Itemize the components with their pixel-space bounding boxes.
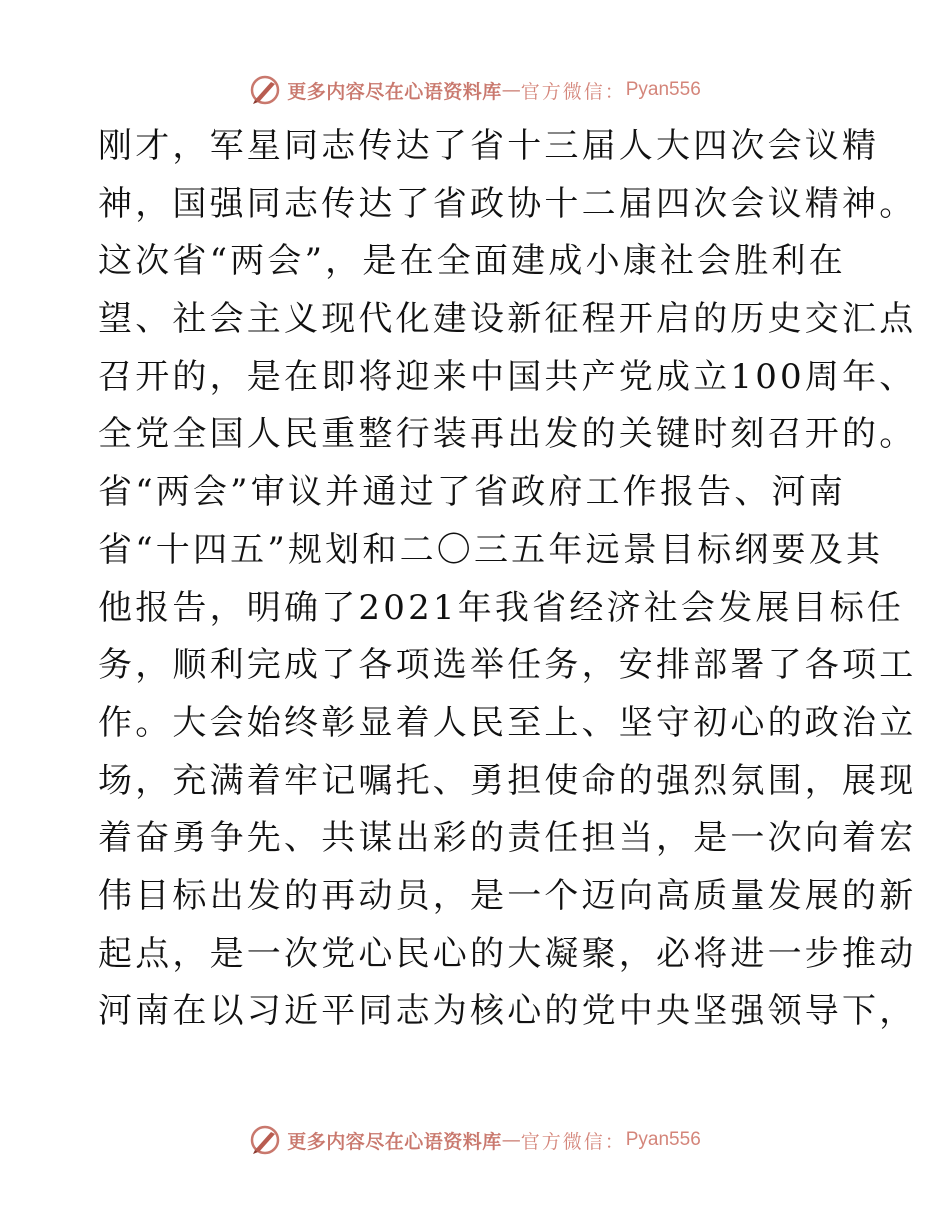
pen-logo-icon xyxy=(249,1124,281,1156)
text-line: 着奋勇争先、共谋出彩的责任担当，是一次向着宏 xyxy=(98,818,917,859)
pen-logo-icon xyxy=(249,74,281,106)
text-line: 河南在以习近平同志为核心的党中央坚强领导下， xyxy=(98,991,917,1032)
watermark-wechat-label: 官方微信： xyxy=(520,1130,626,1153)
text-line: 省“两会”审议并通过了省政府工作报告、河南 xyxy=(98,472,846,513)
text-line: 务，顺利完成了各项选举任务，安排部署了各项工 xyxy=(98,645,917,686)
text-line: 他报告，明确了2021年我省经济社会发展目标任 xyxy=(98,587,905,628)
watermark-dash: — xyxy=(501,79,521,101)
watermark-wechat-id: Pyan556 xyxy=(625,1129,701,1150)
text-line: 望、社会主义现代化建设新征程开启的历史交汇点 xyxy=(98,299,917,340)
text-line: 场，充满着牢记嘱托、勇担使命的强烈氛围，展现 xyxy=(98,760,917,801)
footer-watermark xyxy=(0,1120,950,1160)
watermark-wechat-id: Pyan556 xyxy=(625,79,701,100)
text-line: 全党全国人民重整行装再出发的关键时刻召开的。 xyxy=(98,414,917,455)
watermark-wechat-label: 官方微信： xyxy=(520,80,626,103)
watermark-dash: — xyxy=(501,1129,521,1151)
text-line: 神，国强同志传达了省政协十二届四次会议精神。 xyxy=(98,183,917,224)
text-line: 刚才，军星同志传达了省十三届人大四次会议精 xyxy=(98,126,880,166)
text-line: 起点，是一次党心民心的大凝聚，必将进一步推动 xyxy=(98,933,917,974)
text-line: 召开的，是在即将迎来中国共产党成立100周年、 xyxy=(98,356,917,397)
text-line: 作。大会始终彰显着人民至上、坚守初心的政治立 xyxy=(98,702,917,743)
text-line: 这次省“两会”，是在全面建成小康社会胜利在 xyxy=(98,241,846,282)
watermark-main-text: 更多内容尽在心语资料库 xyxy=(287,80,502,103)
header-watermark xyxy=(0,70,950,110)
body-paragraph xyxy=(98,118,917,1041)
text-line: 省“十四五”规划和二〇三五年远景目标纲要及其 xyxy=(98,529,884,570)
text-line: 伟目标出发的再动员，是一个迈向高质量发展的新 xyxy=(98,875,917,916)
watermark-main-text: 更多内容尽在心语资料库 xyxy=(287,1130,502,1153)
